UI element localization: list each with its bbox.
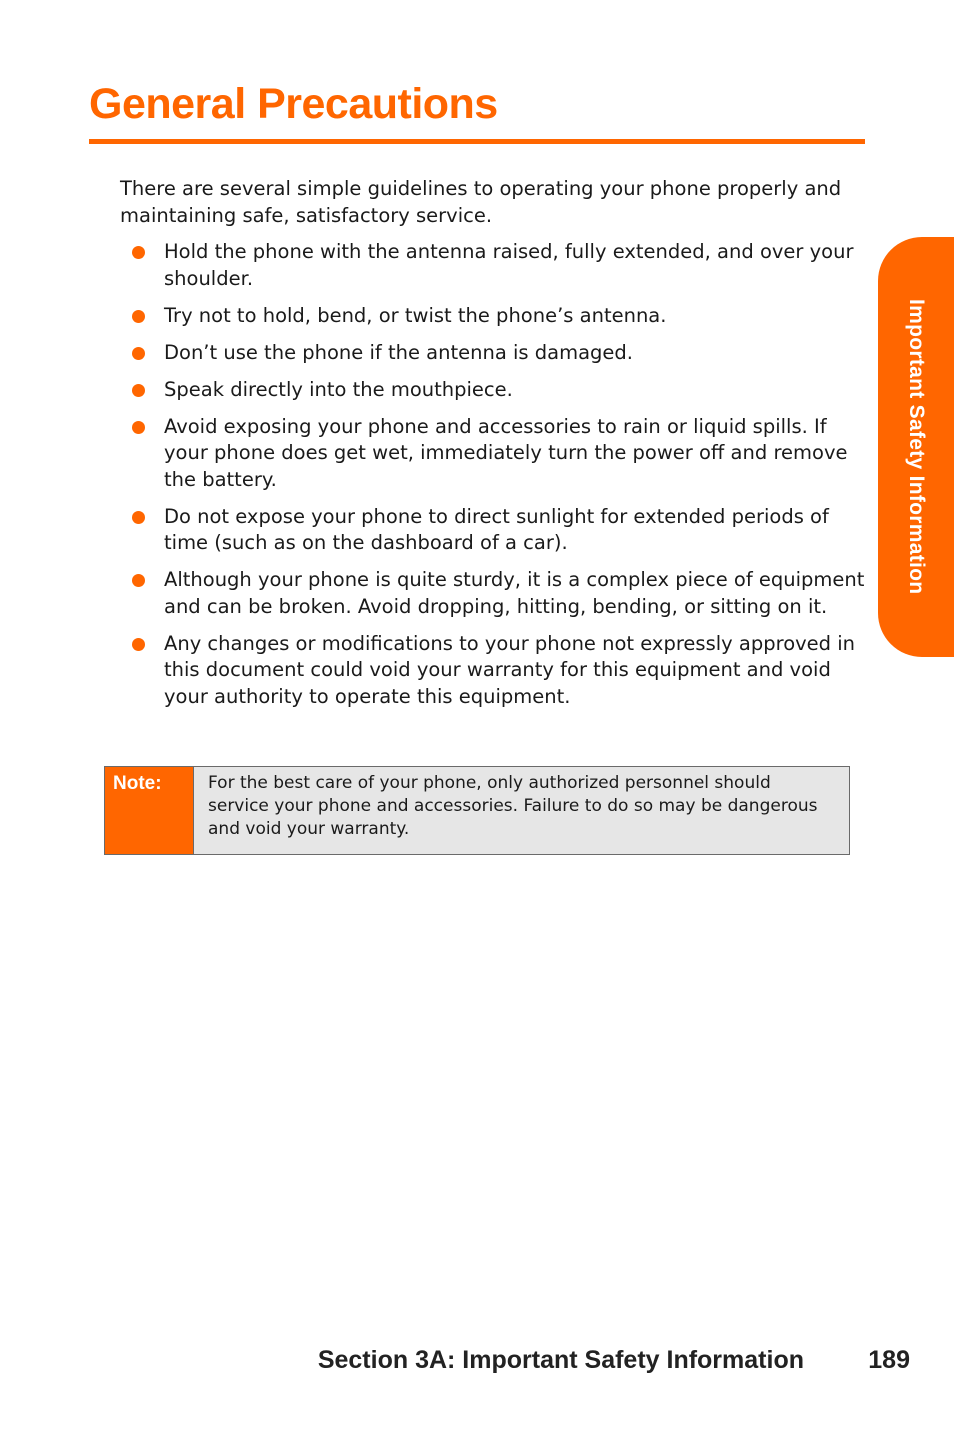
list-item-text: Speak directly into the mouthpiece. [164,377,513,401]
bullet-dot-icon [132,246,145,259]
bullet-dot-icon [132,347,145,360]
note-label: Note: [105,767,194,854]
title-rule [89,139,865,144]
list-item-text: Although your phone is quite sturdy, it is a complex piece of equipment and can be broken. Avoid dropping, hitting, bending, or sitting on it. [164,568,865,618]
list-item [120,414,865,494]
list-item-text: Try not to hold, bend, or twist the phone’s antenna. [164,303,667,327]
list-item-text: Don’t use the phone if the antenna is damaged. [164,340,633,364]
list-item [120,504,865,557]
list-item [120,631,865,711]
bullet-dot-icon [132,384,145,397]
side-tab-label: Important Safety Information [905,299,928,595]
list-item [120,239,865,292]
list-item-text: Hold the phone with the antenna raised, fully extended, and over your shoulder. [164,240,854,290]
precautions-list [120,239,865,721]
section-side-tab [878,237,954,657]
bullet-dot-icon [132,511,145,524]
list-item-text: Do not expose your phone to direct sunlight for extended periods of time (such as on the dashboard of a car). [164,504,829,554]
bullet-dot-icon [132,310,145,323]
page-title: General Precautions [89,80,498,128]
note-text: For the best care of your phone, only authorized personnel should service your phone and accessories. Failure to do so may be dangerous and void your warranty. [194,767,849,854]
list-item-text: Avoid exposing your phone and accessories to rain or liquid spills. If your phone does get wet, immediately turn the power off and remove the battery. [164,414,848,491]
list-item-text: Any changes or modifications to your phone not expressly approved in this document could void your warranty for this equipment and void your authority to operate this equipment. [164,631,856,708]
list-item [120,340,865,367]
footer-section-title: Section 3A: Important Safety Information [317,1346,804,1374]
bullet-dot-icon [132,574,145,587]
note-box [104,766,850,855]
bullet-dot-icon [132,638,145,651]
page-number: 189 [868,1346,910,1374]
list-item [120,303,865,330]
bullet-dot-icon [132,421,145,434]
intro-paragraph: There are several simple guidelines to operating your phone properly and maintaining safe, satisfactory service. [120,177,842,227]
list-item [120,377,865,404]
list-item [120,567,865,620]
